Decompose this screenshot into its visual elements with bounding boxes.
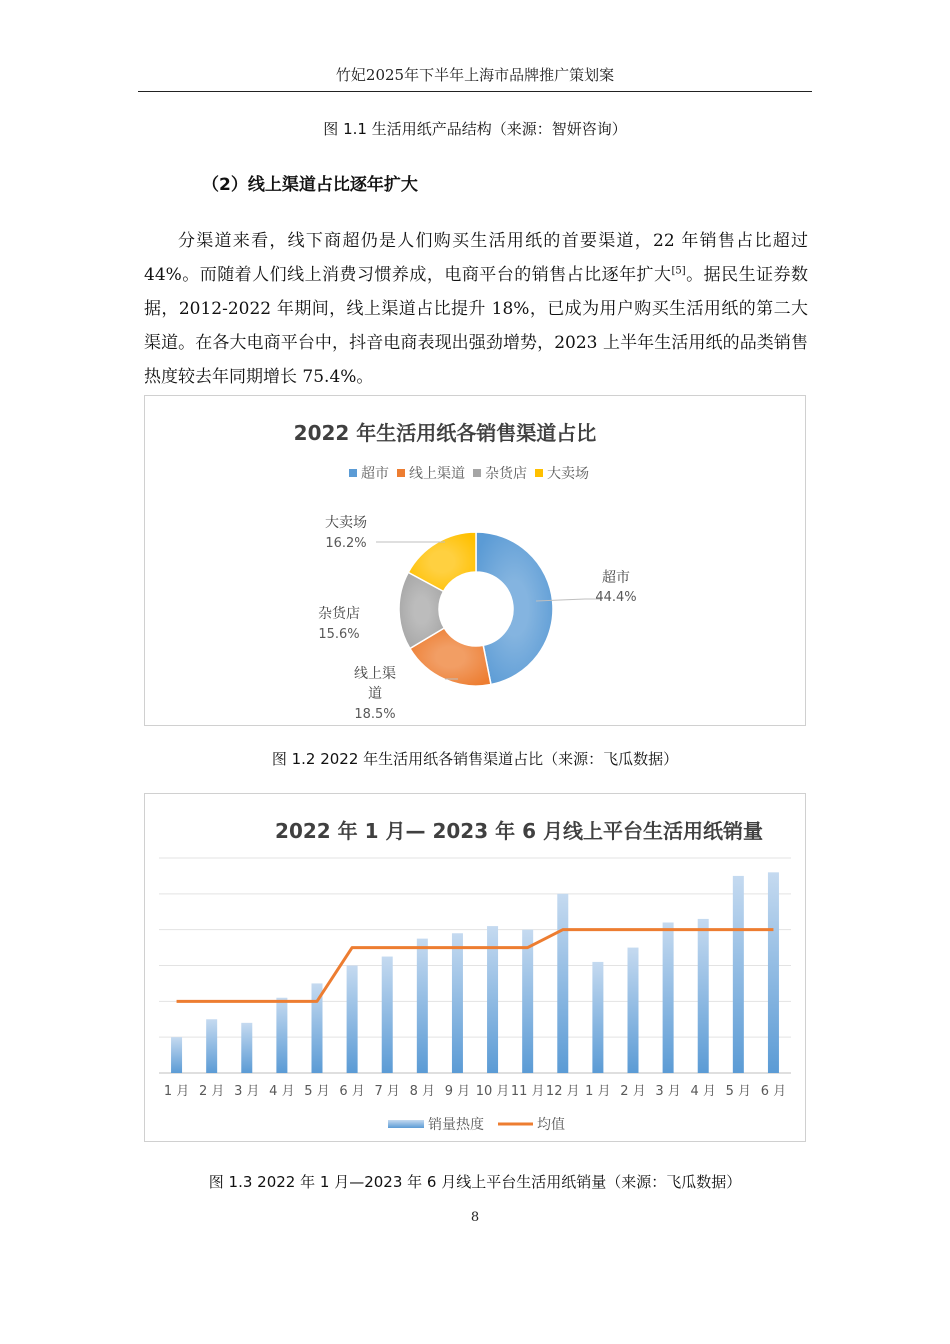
- body-text-part2: 。据民生证券数据，2012-2022 年期间，线上渠道占比提升 18%，已成为用户购买生活用纸的第二大渠道。在各大电商平台中，抖音电商表现出强劲增势，2023 上半年生活用纸的品类销售热度较去年同期增长 75.4%。: [144, 265, 808, 387]
- bar-15[interactable]: [698, 919, 709, 1073]
- donut-slice-0[interactable]: [476, 532, 553, 685]
- legend-label-average: 均值: [537, 1117, 565, 1133]
- bar-chart-title: 2022 年 1 月— 2023 年 6 月线上平台生活用纸销量: [275, 819, 763, 843]
- x-tick-label-8: 9 月: [444, 1084, 471, 1099]
- bar-0[interactable]: [171, 1037, 182, 1073]
- header-rule: [138, 91, 812, 92]
- donut-legend-swatch-0: [349, 469, 357, 477]
- x-tick-label-14: 3 月: [655, 1084, 681, 1099]
- bar-2[interactable]: [241, 1023, 252, 1073]
- bar-16[interactable]: [733, 876, 744, 1073]
- data-label-supermarket-value: 44.4%: [595, 590, 637, 605]
- donut-legend-label-2: 杂货店: [485, 466, 527, 482]
- bar-6[interactable]: [382, 957, 393, 1073]
- bar-5[interactable]: [347, 966, 358, 1074]
- donut-chart-title: 2022 年生活用纸各销售渠道占比: [293, 421, 597, 445]
- x-tick-label-10: 11 月: [510, 1084, 545, 1099]
- bar-chart-box: [144, 793, 806, 1142]
- x-tick-label-13: 2 月: [620, 1084, 646, 1099]
- x-tick-label-9: 10 月: [475, 1084, 510, 1099]
- x-tick-label-0: 1 月: [163, 1084, 190, 1099]
- bar-chart-x-ticks: [164, 1084, 786, 1099]
- donut-chart-box: [144, 395, 806, 726]
- legend-swatch-sales: [388, 1120, 424, 1128]
- x-tick-label-1: 2 月: [198, 1084, 225, 1099]
- x-tick-label-17: 6 月: [760, 1084, 787, 1099]
- x-tick-label-16: 5 月: [725, 1084, 752, 1099]
- donut-legend: [349, 465, 589, 482]
- citation-ref[interactable]: [5]: [671, 265, 686, 277]
- bar-line-chart: [145, 794, 805, 1141]
- data-label-hypermarket-name: 大卖场: [325, 515, 367, 531]
- bar-chart-legend: [388, 1116, 565, 1133]
- body-text-part1: 分渠道来看，线下商超仍是人们购买生活用纸的首要渠道，22 年销售占比超过 44%。而随着人们线上消费习惯养成，电商平台的销售占比逐年扩大: [144, 231, 808, 285]
- bar-17[interactable]: [768, 872, 779, 1073]
- data-label-grocery-value: 15.6%: [318, 627, 360, 642]
- donut-legend-swatch-3: [535, 469, 543, 477]
- donut-legend-label-3: 大卖场: [547, 466, 589, 482]
- x-tick-label-6: 7 月: [374, 1084, 400, 1099]
- bar-10[interactable]: [522, 930, 533, 1073]
- body-paragraph: [144, 224, 808, 394]
- data-label-online-name-2: 道: [368, 686, 382, 702]
- x-tick-label-2: 3 月: [234, 1084, 260, 1099]
- bar-chart-bars: [171, 872, 779, 1073]
- page-number: 8: [470, 1210, 480, 1225]
- figure-1-1-caption: 图 1.1 生活用纸产品结构（来源：智妍咨询）: [323, 120, 627, 138]
- bar-1[interactable]: [206, 1019, 217, 1073]
- x-tick-label-11: 12 月: [545, 1084, 580, 1099]
- bar-3[interactable]: [276, 998, 287, 1073]
- data-label-grocery-name: 杂货店: [318, 606, 360, 622]
- data-label-hypermarket-value: 16.2%: [325, 536, 367, 551]
- x-tick-label-5: 6 月: [339, 1084, 365, 1099]
- bar-7[interactable]: [417, 939, 428, 1073]
- bar-13[interactable]: [628, 948, 639, 1073]
- bar-14[interactable]: [663, 923, 674, 1074]
- data-label-online-name: 线上渠: [354, 666, 396, 682]
- bar-12[interactable]: [592, 962, 603, 1073]
- bar-8[interactable]: [452, 933, 463, 1073]
- figure-1-3-caption: 图 1.3 2022 年 1 月—2023 年 6 月线上平台生活用纸销量（来源：飞瓜数据）: [208, 1173, 742, 1191]
- donut-legend-swatch-1: [397, 469, 405, 477]
- donut-slices: [399, 532, 553, 686]
- data-label-supermarket-name: 超市: [602, 570, 630, 586]
- x-tick-label-15: 4 月: [690, 1084, 716, 1099]
- donut-chart: [145, 396, 805, 725]
- x-tick-label-3: 4 月: [269, 1084, 295, 1099]
- donut-legend-swatch-2: [473, 469, 481, 477]
- x-tick-label-12: 1 月: [585, 1084, 611, 1099]
- donut-legend-label-1: 线上渠道: [409, 466, 465, 482]
- x-tick-label-7: 8 月: [409, 1084, 436, 1099]
- donut-legend-label-0: 超市: [361, 466, 389, 482]
- section-subheading: （2）线上渠道占比逐年扩大: [202, 175, 418, 195]
- legend-label-sales: 销量热度: [428, 1117, 484, 1133]
- running-header: 竹妃2025年下半年上海市品牌推广策划案: [335, 66, 615, 84]
- bar-11[interactable]: [557, 894, 568, 1073]
- figure-1-2-caption: 图 1.2 2022 年生活用纸各销售渠道占比（来源：飞瓜数据）: [271, 750, 679, 768]
- bar-chart-gridlines: [159, 858, 791, 1073]
- x-tick-label-4: 5 月: [304, 1084, 330, 1099]
- data-label-online-value: 18.5%: [354, 707, 396, 722]
